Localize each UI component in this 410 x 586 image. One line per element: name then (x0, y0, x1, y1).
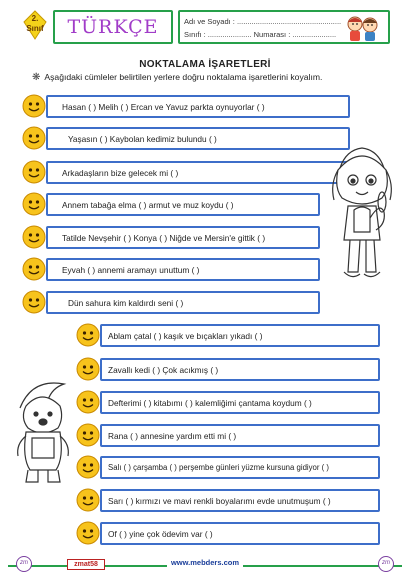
sentence-row (100, 358, 380, 381)
sentence-row (46, 291, 320, 314)
footer-url[interactable]: www.mebders.com (167, 558, 243, 567)
sentence-text: Rana ( ) annesine yardım etti mi ( ) (108, 430, 237, 441)
smiley-icon (76, 455, 100, 479)
class-field-label: Sınıfı : ..................... Numarası : ..................... (184, 30, 337, 39)
sentence-row (100, 324, 380, 347)
sentence-text: Salı ( ) çarşamba ( ) perşembe günleri yüzme kursuna gidiyor ( ) (108, 463, 329, 472)
sentence-text: Defterimi ( ) kitabımı ( ) kalemliğimi çantama koydum ( ) (108, 397, 312, 408)
sentence-text: Yaşasın ( ) Kaybolan kedimiz bulundu ( ) (68, 133, 217, 144)
sentence-row (100, 489, 380, 512)
smiley-icon (22, 126, 46, 150)
sentence-text: Hasan ( ) Melih ( ) Ercan ve Yavuz parkta oynuyorlar ( ) (62, 101, 265, 112)
footer-seal-left: zm (16, 556, 32, 572)
footer-url-wrap (0, 558, 410, 567)
sentence-text: Sarı ( ) kırmızı ve mavi renkli boyalarımı evde unutmuşum ( ) (108, 495, 331, 506)
sentence-text: Annem tabağa elma ( ) armut ve muz koydu ( ) (62, 199, 234, 210)
sentence-row (100, 424, 380, 447)
smiley-icon (22, 225, 46, 249)
name-field-label: Adı ve Soyadı : .................................................. (184, 17, 342, 26)
sentence-row (100, 391, 380, 414)
smiley-icon (22, 290, 46, 314)
sentence-row (46, 193, 320, 216)
sentence-row (46, 161, 350, 184)
sentence-row (100, 456, 380, 479)
instruction-text: ❋ Aşağıdaki cümleler belirtilen yerlere doğru noktalama işaretlerini koyalım. (32, 72, 323, 83)
smiley-icon (76, 488, 100, 512)
smiley-icon (22, 160, 46, 184)
smiley-icon (76, 357, 100, 381)
sentence-row (46, 127, 350, 150)
sentence-text: Zavallı kedi ( ) Çok acıkmış ( ) (108, 364, 219, 375)
smiley-icon (76, 390, 100, 414)
sentence-row (46, 258, 320, 281)
footer-code: zmat58 (67, 559, 105, 570)
girl-with-bunny-illustration (326, 140, 398, 290)
sentence-row (46, 95, 350, 118)
sentence-text: Tatilde Nevşehir ( ) Konya ( ) Niğde ve Mersin'e gittik ( ) (62, 232, 266, 243)
sentence-text: Arkadaşların bize gelecek mi ( ) (62, 167, 179, 178)
sparkle-icon: ❋ (32, 72, 41, 83)
sentence-row (100, 522, 380, 545)
smiley-icon (76, 423, 100, 447)
smiley-icon (22, 192, 46, 216)
subject-title: TÜRKÇE (67, 16, 159, 38)
grade-label: 2. Sınıf (26, 14, 44, 33)
subject-title-box (53, 10, 173, 44)
smiley-icon (22, 94, 46, 118)
sentence-row (46, 226, 320, 249)
sentence-text: Dün sahura kim kaldırdı seni ( ) (68, 297, 184, 308)
children-cartoon-icon (344, 14, 382, 42)
sentence-text: Eyvah ( ) annemi aramayı unuttum ( ) (62, 264, 200, 275)
student-info-box (178, 10, 390, 44)
section-title: NOKTALAMA İŞARETLERİ (139, 59, 271, 70)
bear-with-feather-hat-illustration (12, 378, 74, 486)
smiley-icon (76, 521, 100, 545)
smiley-icon (76, 323, 100, 347)
footer-seal-right: zm (378, 556, 394, 572)
sentence-text: Of ( ) yine çok ödevim var ( ) (108, 528, 213, 539)
smiley-icon (22, 257, 46, 281)
sentence-text: Ablam çatal ( ) kaşık ve bıçakları yıkadı ( ) (108, 330, 263, 341)
